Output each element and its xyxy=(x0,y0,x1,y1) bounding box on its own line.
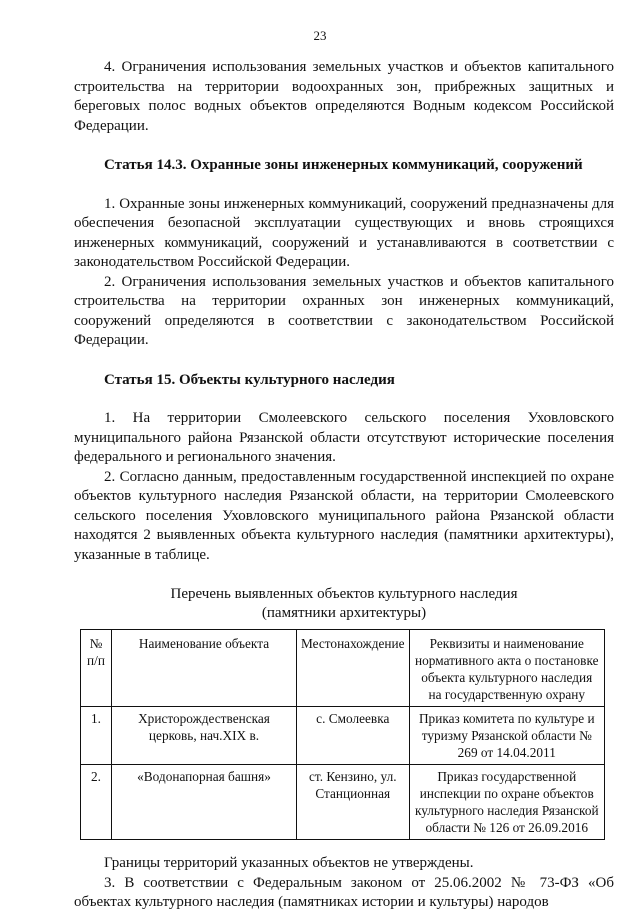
section-heading-15: Статья 15. Объекты культурного наследия xyxy=(104,371,395,388)
header-number: № п/п xyxy=(81,630,112,707)
cell-number: 1. xyxy=(81,707,112,765)
table-row xyxy=(81,765,605,840)
page-number: 23 xyxy=(313,28,327,43)
cell-legal-act: Приказ государственной инспекции по охране объектов культурного наследия Рязанской области № 126 от 26.09.2016 xyxy=(409,765,604,840)
paragraph: 1. Охранные зоны инженерных коммуникаций, сооружений предназначены для обеспечения безопасной эксплуатации существующих и вновь строящихся инженерных коммуникаций, сооружений и устанавливаются в соответствии с законодательством Российской Федерации. xyxy=(74,195,614,270)
heritage-objects-table xyxy=(80,629,605,840)
table-caption-line: (памятники архитектуры) xyxy=(261,605,427,621)
paragraph: 2. Ограничения использования земельных участков и объектов капитального строительства на территории охранных зон инженерных коммуникаций, сооружений определяются в соответствии с законодательством Российской Федерации. xyxy=(74,273,614,348)
table-caption xyxy=(74,585,614,623)
paragraph: 1. На территории Смолеевского сельского поселения Уховловского муниципального района Рязанской области отсутствуют исторические поселения федерального и регионального значения. xyxy=(74,410,614,465)
header-location: Местонахождение xyxy=(297,630,410,707)
section-heading-14-3: Статья 14.3. Охранные зоны инженерных коммуникаций, сооружений xyxy=(104,157,583,173)
paragraph: 3. В соответствии с Федеральным законом от 25.06.2002 № 73-ФЗ «Об объектах культурного наследия (памятниках истории и культуры) народов xyxy=(74,874,614,910)
cell-location: ст. Кензино, ул. Станционная xyxy=(297,765,410,840)
header-object-name: Наименование объекта xyxy=(112,630,297,707)
cell-object-name: Христорождественская церковь, нач.XIX в. xyxy=(112,707,297,765)
paragraph: Границы территорий указанных объектов не утверждены. xyxy=(104,855,474,871)
cell-legal-act: Приказ комитета по культуре и туризму Рязанской области № 269 от 14.04.2011 xyxy=(409,707,604,765)
header-legal-act: Реквизиты и наименование нормативного акта о постановке объекта культурного наследия на государственную охрану xyxy=(409,630,604,707)
document-body xyxy=(74,58,614,913)
cell-number: 2. xyxy=(81,765,112,840)
table-caption-line: Перечень выявленных объектов культурного наследия xyxy=(170,586,518,602)
paragraph: 4. Ограничения использования земельных участков и объектов капитального строительства на территории водоохранных зон, прибрежных защитных и береговых полос водных объектов определяются Водным кодексом Российской Федерации. xyxy=(74,59,614,134)
table-header-row xyxy=(81,630,605,707)
table-row xyxy=(81,707,605,765)
cell-object-name: «Водонапорная башня» xyxy=(112,765,297,840)
cell-location: с. Смолеевка xyxy=(297,707,410,765)
paragraph: 2. Согласно данным, предоставленным государственной инспекцией по охране объектов культурного наследия Рязанской области, на территории Смолеевского сельского поселения Уховловского муниципального района Рязанской области находятся 2 выявленных объекта культурного наследия (памятники архитектуры), указанные в таблице. xyxy=(74,468,614,563)
